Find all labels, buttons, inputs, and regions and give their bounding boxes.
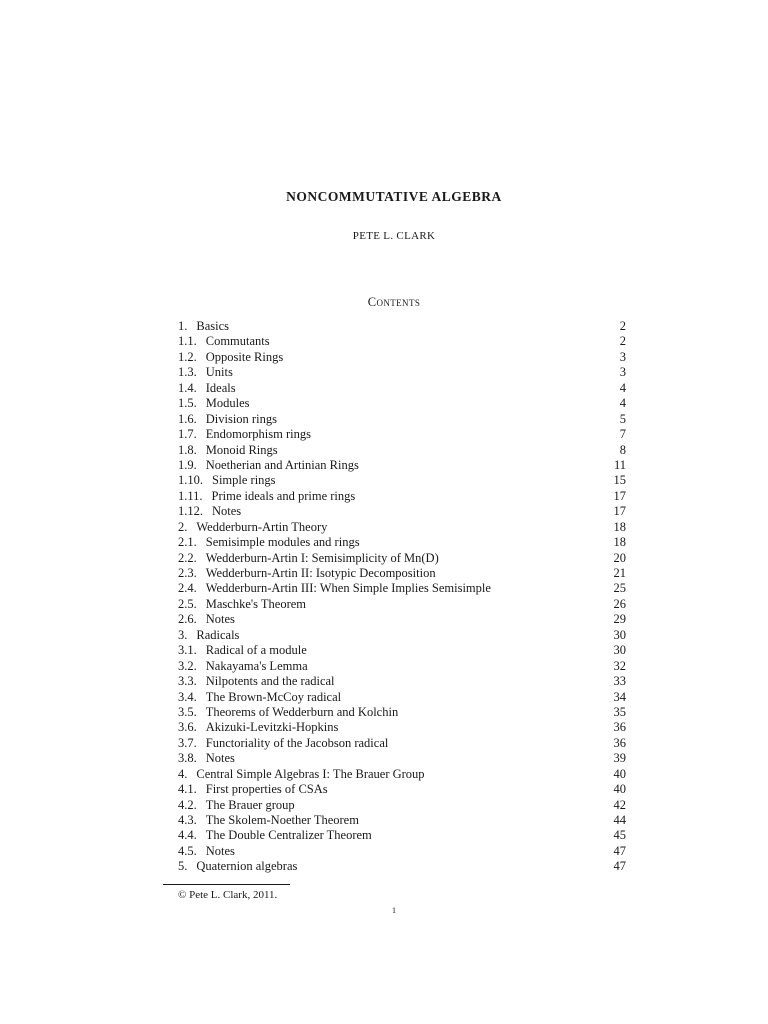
toc-entry-label <box>178 705 398 720</box>
toc-section-title: Maschke's Theorem <box>205 596 307 611</box>
table-of-contents <box>178 319 626 875</box>
toc-entry[interactable] <box>178 427 626 442</box>
toc-section-number: 4.3. <box>178 813 197 827</box>
toc-entry-label <box>178 396 250 411</box>
toc-section-title: Semisimple modules and rings <box>205 535 360 550</box>
toc-section-title: Quaternion algebras <box>196 859 298 874</box>
toc-section-title: Nilpotents and the radical <box>205 674 335 689</box>
toc-page-number: 25 <box>613 581 626 596</box>
toc-page-number: 35 <box>613 704 626 719</box>
toc-section-number: 2.3. <box>178 566 197 580</box>
toc-entry-label <box>178 690 341 705</box>
toc-section-number: 4. <box>178 766 188 781</box>
toc-entry-label <box>178 551 439 566</box>
toc-page-number: 29 <box>613 612 626 627</box>
toc-page-number: 3 <box>619 349 626 364</box>
toc-section-title: Wedderburn-Artin Theory <box>196 519 328 534</box>
toc-entry-label <box>178 612 235 627</box>
toc-entry-label <box>178 458 359 473</box>
toc-section-number: 2.1. <box>178 535 197 550</box>
toc-entry[interactable] <box>178 412 626 427</box>
toc-entry[interactable] <box>178 443 626 458</box>
toc-entry-label <box>178 659 308 674</box>
toc-entry-label <box>178 381 236 396</box>
toc-section-number: 1. <box>178 319 188 333</box>
toc-section-title: Prime ideals and prime rings <box>211 488 356 503</box>
toc-entry[interactable] <box>178 581 626 596</box>
toc-entry-label <box>178 844 235 859</box>
toc-section-number: 2.5. <box>178 596 197 611</box>
toc-section-title: Notes <box>205 751 235 766</box>
toc-page-number: 44 <box>613 813 626 827</box>
toc-entry-label <box>178 520 327 535</box>
toc-section-number: 3.4. <box>178 689 197 704</box>
toc-page-number: 40 <box>613 766 626 781</box>
toc-page-number: 47 <box>613 859 626 874</box>
page-number: 1 <box>392 906 396 915</box>
toc-section-number: 1.6. <box>178 411 197 426</box>
toc-page-number: 26 <box>613 596 626 611</box>
toc-page-number: 11 <box>613 457 626 472</box>
toc-section-number: 1.7. <box>178 427 197 442</box>
toc-section-number: 3.6. <box>178 720 197 735</box>
toc-entry[interactable] <box>178 489 626 504</box>
toc-page-number: 17 <box>613 504 626 519</box>
toc-entry[interactable] <box>178 334 626 349</box>
toc-page-number: 40 <box>613 782 626 797</box>
toc-page-number: 4 <box>619 396 626 411</box>
toc-section-title: Central Simple Algebras I: The Brauer Group <box>196 766 425 781</box>
toc-entry[interactable] <box>178 350 626 365</box>
toc-entry[interactable] <box>178 813 626 828</box>
toc-section-number: 1.11. <box>178 488 203 503</box>
toc-section-number: 3. <box>178 627 188 642</box>
toc-page-number: 2 <box>619 319 626 333</box>
toc-page-number: 18 <box>613 519 626 534</box>
toc-entry[interactable] <box>178 597 626 612</box>
toc-entry[interactable] <box>178 520 626 535</box>
toc-section-number: 1.5. <box>178 396 197 411</box>
toc-page-number: 36 <box>613 720 626 735</box>
toc-section-title: Basics <box>196 319 230 333</box>
toc-section-title: Wedderburn-Artin III: When Simple Implies Semisimple <box>205 581 491 596</box>
toc-section-number: 3.5. <box>178 704 197 719</box>
toc-section-title: Wedderburn-Artin II: Isotypic Decomposition <box>205 566 436 580</box>
toc-section-title: Simple rings <box>212 473 276 488</box>
toc-section-number: 4.2. <box>178 797 197 812</box>
toc-section-title: Functoriality of the Jacobson radical <box>205 735 389 750</box>
toc-section-number: 5. <box>178 859 188 874</box>
toc-entry-label <box>178 674 335 689</box>
toc-page-number: 2 <box>619 334 626 349</box>
toc-entry[interactable] <box>178 690 626 705</box>
toc-section-title: Commutants <box>205 334 270 349</box>
toc-page-number: 42 <box>613 797 626 812</box>
toc-entry[interactable] <box>178 458 626 473</box>
toc-entry-label <box>178 782 328 797</box>
toc-entry[interactable] <box>178 828 626 843</box>
toc-section-title: Nakayama's Lemma <box>205 658 308 673</box>
toc-entry-label <box>178 597 306 612</box>
toc-section-title: The Double Centralizer Theorem <box>205 828 372 843</box>
toc-section-title: Modules <box>205 396 250 411</box>
toc-page-number: 45 <box>613 828 626 843</box>
toc-section-number: 4.5. <box>178 843 197 858</box>
toc-page-number: 21 <box>613 566 626 580</box>
toc-page-number: 15 <box>613 473 626 488</box>
toc-section-number: 1.1. <box>178 334 197 349</box>
toc-section-title: Ideals <box>205 380 236 395</box>
toc-page-number: 8 <box>619 442 626 457</box>
toc-section-title: Notes <box>205 612 235 627</box>
toc-page-number: 17 <box>613 488 626 503</box>
toc-section-title: Radical of a module <box>205 643 307 658</box>
toc-entry[interactable] <box>178 859 626 874</box>
toc-page-number: 30 <box>613 643 626 658</box>
toc-section-number: 3.7. <box>178 735 197 750</box>
author-name: PETE L. CLARK <box>352 230 436 242</box>
toc-page-number: 34 <box>613 689 626 704</box>
toc-entry-label <box>178 828 372 843</box>
document-title: NONCOMMUTATIVE ALGEBRA <box>286 189 502 204</box>
toc-entry-label <box>178 365 233 380</box>
toc-entry-label <box>178 473 276 488</box>
toc-entry[interactable] <box>178 798 626 813</box>
toc-section-number: 4.4. <box>178 828 197 843</box>
footnote-divider <box>163 884 290 885</box>
toc-entry-label <box>178 350 283 365</box>
toc-page-number: 39 <box>613 751 626 766</box>
toc-entry[interactable] <box>178 659 626 674</box>
toc-section-number: 2.4. <box>178 581 197 596</box>
toc-entry[interactable] <box>178 782 626 797</box>
toc-section-title: Akizuki-Levitzki-Hopkins <box>205 720 339 735</box>
toc-section-number: 1.9. <box>178 457 197 472</box>
toc-entry-label <box>178 566 436 581</box>
toc-entry-label <box>178 813 359 828</box>
toc-entry-label <box>178 412 277 427</box>
toc-section-title: First properties of CSAs <box>205 782 328 797</box>
toc-section-title: Monoid Rings <box>205 442 278 457</box>
toc-section-title: The Brauer group <box>205 797 295 812</box>
toc-entry-label <box>178 319 229 334</box>
toc-section-title: Notes <box>212 504 242 519</box>
toc-page-number: 3 <box>619 365 626 380</box>
toc-entry[interactable] <box>178 365 626 380</box>
toc-page-number: 5 <box>619 411 626 426</box>
toc-section-number: 3.8. <box>178 751 197 766</box>
toc-entry[interactable] <box>178 767 626 782</box>
toc-page-number: 20 <box>613 550 626 565</box>
toc-section-title: Wedderburn-Artin I: Semisimplicity of Mn(D) <box>205 550 439 565</box>
toc-section-title: The Skolem-Noether Theorem <box>205 813 359 827</box>
toc-page-number: 36 <box>613 735 626 750</box>
toc-entry-label <box>178 751 235 766</box>
toc-entry[interactable] <box>178 705 626 720</box>
toc-entry[interactable] <box>178 844 626 859</box>
toc-entry-label <box>178 581 491 596</box>
toc-section-title: Radicals <box>196 627 240 642</box>
toc-section-number: 2.2. <box>178 550 197 565</box>
copyright-footnote: © Pete L. Clark, 2011. <box>178 889 278 901</box>
toc-entry[interactable] <box>178 551 626 566</box>
toc-section-title: Division rings <box>205 411 277 426</box>
toc-entry-label <box>178 643 307 658</box>
toc-entry[interactable] <box>178 504 626 519</box>
toc-entry-label <box>178 720 338 735</box>
toc-section-number: 1.4. <box>178 380 197 395</box>
toc-section-number: 1.12. <box>178 504 203 519</box>
toc-entry[interactable] <box>178 396 626 411</box>
toc-section-number: 1.2. <box>178 349 197 364</box>
toc-entry[interactable] <box>178 612 626 627</box>
toc-page-number: 47 <box>613 843 626 858</box>
toc-entry[interactable] <box>178 720 626 735</box>
toc-entry[interactable] <box>178 473 626 488</box>
toc-entry-label <box>178 798 295 813</box>
toc-section-title: Units <box>205 365 233 380</box>
toc-page-number: 18 <box>613 535 626 550</box>
toc-entry-label <box>178 334 270 349</box>
toc-entry[interactable] <box>178 535 626 550</box>
toc-section-number: 1.3. <box>178 365 197 380</box>
toc-entry-label <box>178 489 355 504</box>
toc-entry-label <box>178 427 311 442</box>
toc-section-title: Opposite Rings <box>205 349 284 364</box>
toc-section-number: 1.8. <box>178 442 197 457</box>
toc-entry-label <box>178 736 388 751</box>
toc-section-number: 3.1. <box>178 643 197 658</box>
toc-page-number: 32 <box>613 658 626 673</box>
toc-entry[interactable] <box>178 751 626 766</box>
contents-heading: Contents <box>367 295 421 309</box>
toc-section-title: Noetherian and Artinian Rings <box>205 457 359 472</box>
toc-entry-label <box>178 443 278 458</box>
toc-entry[interactable] <box>178 736 626 751</box>
toc-entry-label <box>178 767 425 782</box>
toc-page-number: 4 <box>619 380 626 395</box>
toc-section-title: Notes <box>205 843 235 858</box>
toc-entry-label <box>178 535 360 550</box>
toc-section-title: Theorems of Wedderburn and Kolchin <box>205 704 399 719</box>
toc-page-number: 7 <box>619 427 626 442</box>
toc-entry-label <box>178 859 297 874</box>
toc-section-number: 4.1. <box>178 782 197 797</box>
toc-entry[interactable] <box>178 674 626 689</box>
toc-page-number: 30 <box>613 627 626 642</box>
toc-entry[interactable] <box>178 319 626 334</box>
toc-section-number: 3.3. <box>178 674 197 689</box>
toc-section-number: 1.10. <box>178 473 203 488</box>
toc-section-number: 2.6. <box>178 612 197 627</box>
toc-page-number: 33 <box>613 674 626 689</box>
toc-entry[interactable] <box>178 381 626 396</box>
toc-entry[interactable] <box>178 628 626 643</box>
toc-entry-label <box>178 628 239 643</box>
toc-section-number: 3.2. <box>178 658 197 673</box>
toc-section-title: The Brown-McCoy radical <box>205 689 342 704</box>
toc-entry-label <box>178 504 241 519</box>
toc-section-number: 2. <box>178 519 188 534</box>
toc-entry[interactable] <box>178 566 626 581</box>
toc-section-title: Endomorphism rings <box>205 427 311 442</box>
toc-entry[interactable] <box>178 643 626 658</box>
